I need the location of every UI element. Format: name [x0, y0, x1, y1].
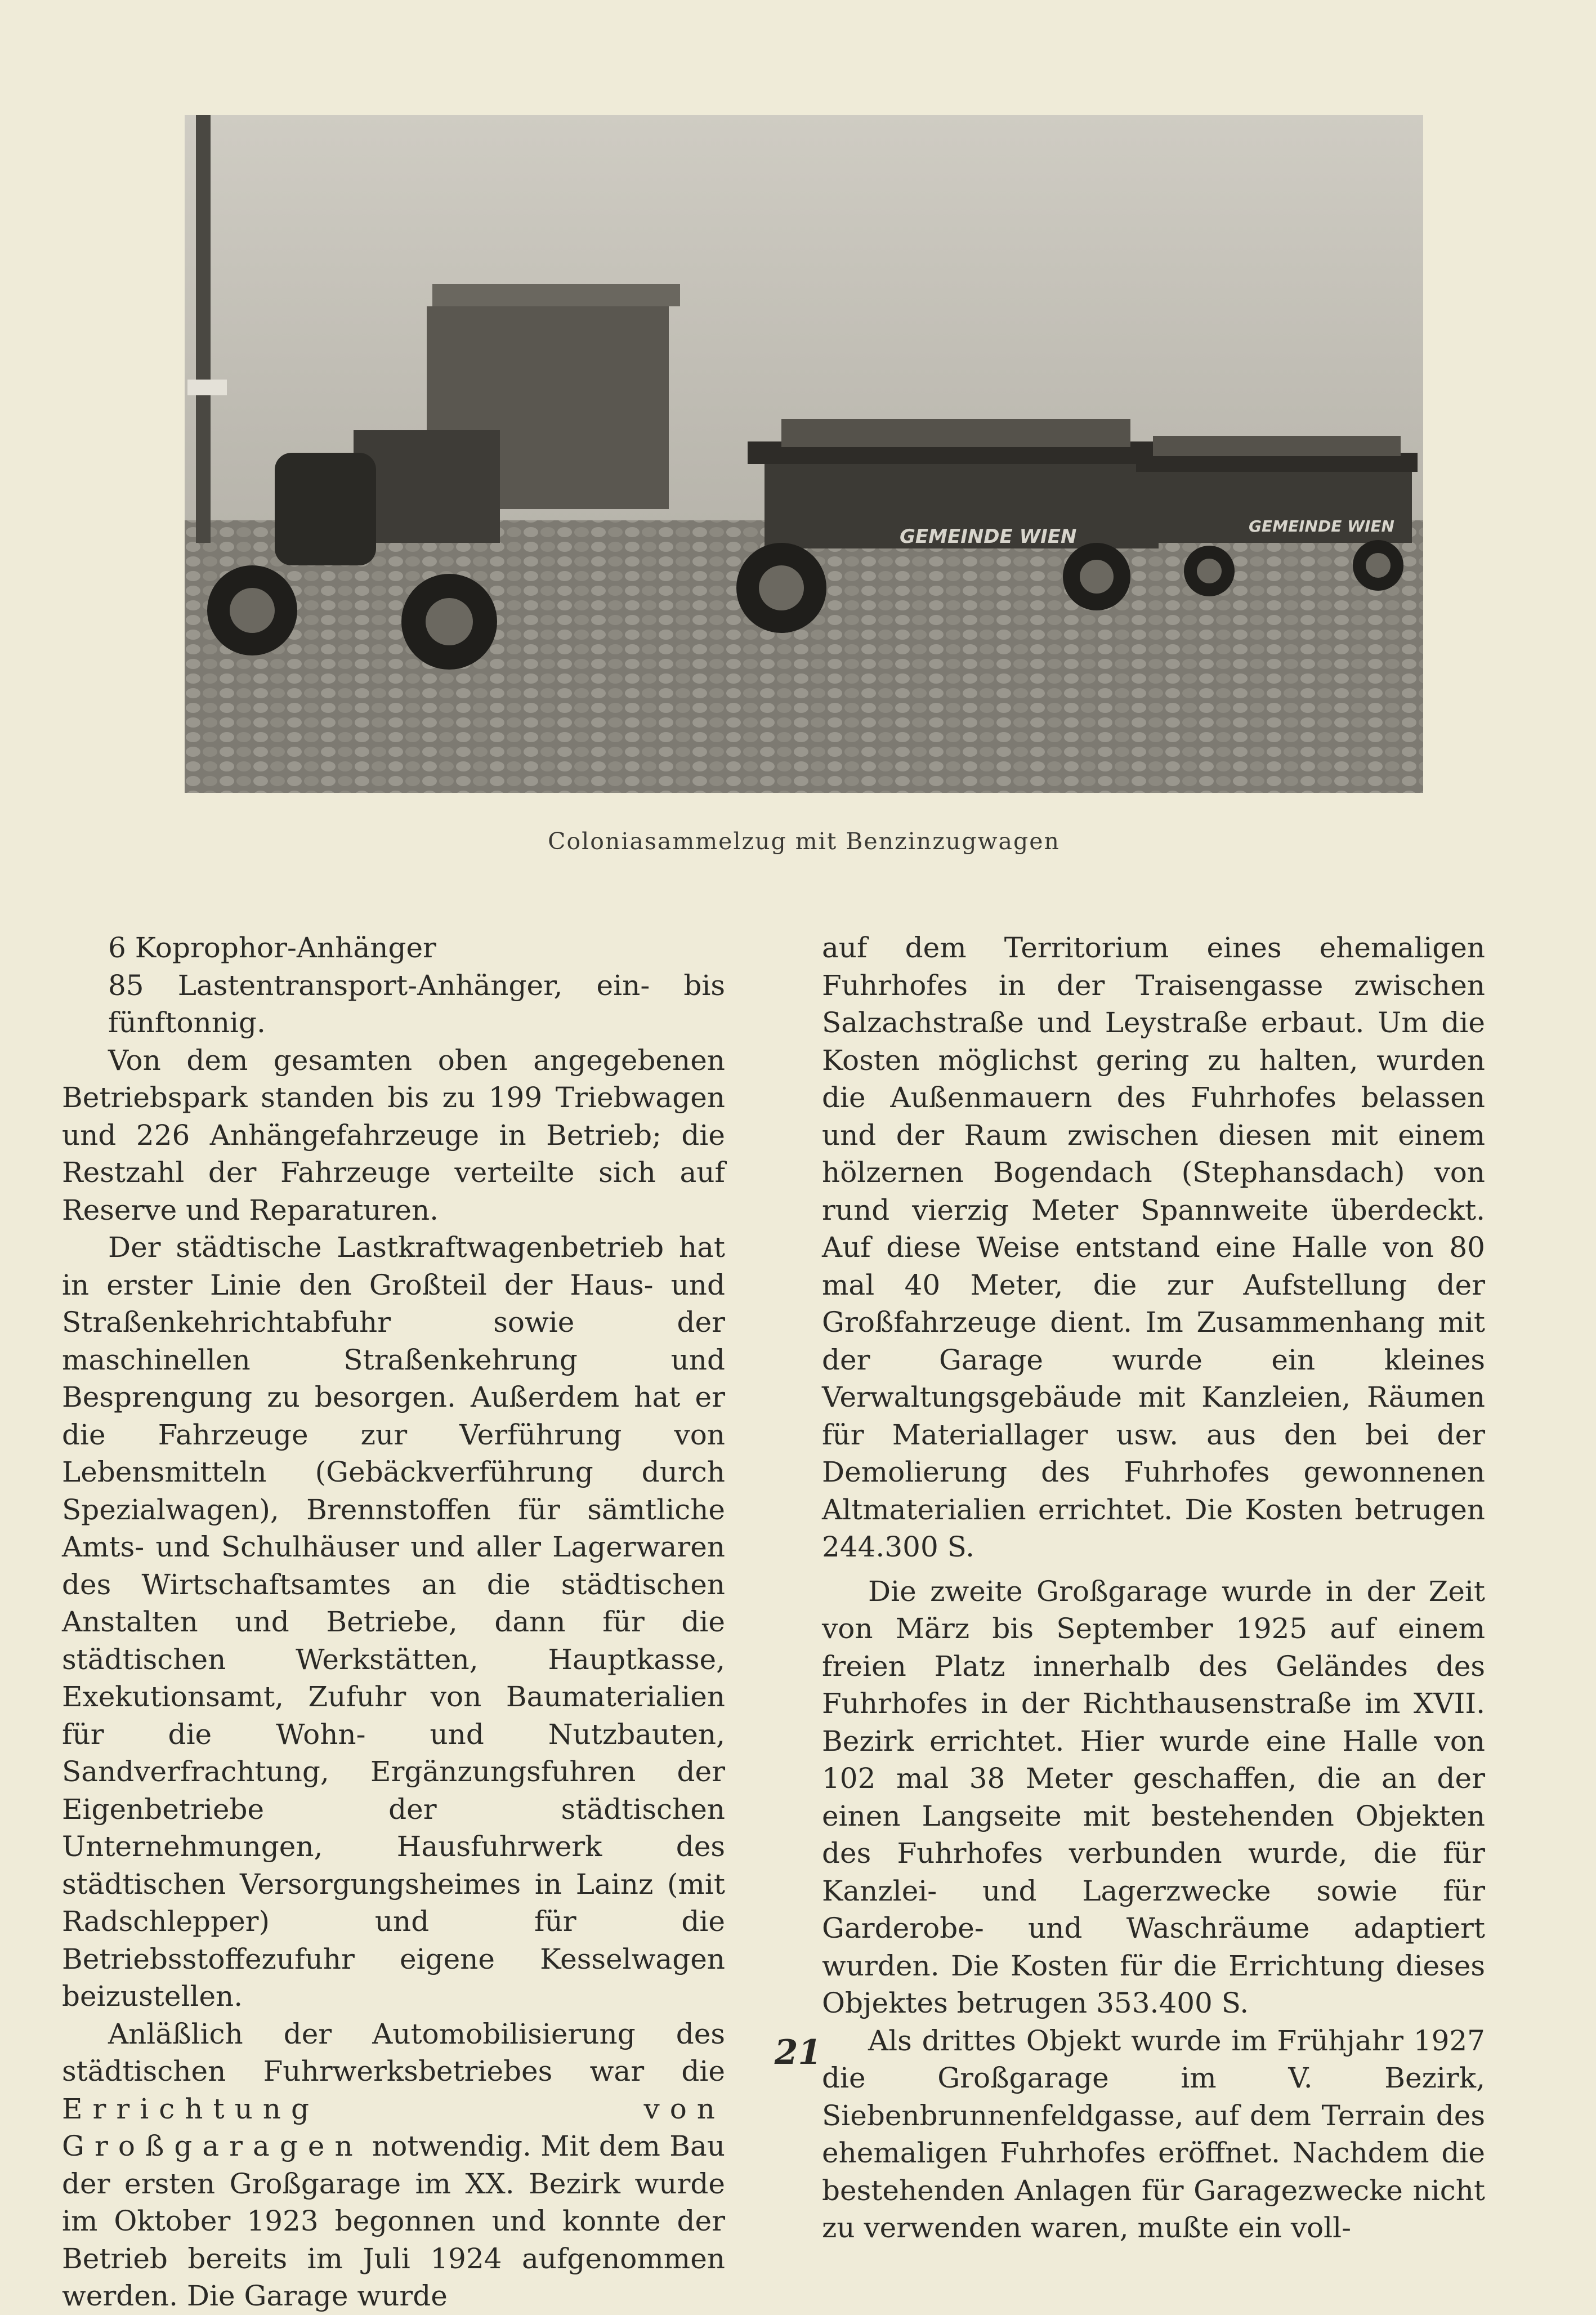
- truck-with-trailers-photo-icon: [185, 115, 1423, 793]
- page-number: 21: [774, 2033, 822, 2072]
- photo-caption: Coloniasammelzug mit Benzinzugwagen: [548, 828, 1060, 855]
- list-item: 6 Koprophor-Anhänger: [108, 931, 436, 964]
- paragraph: Als drittes Objekt wurde im Frühjahr 1927 die Großgarage im V. Bezirk, Siebenbrunnenfeldgasse, auf dem Terrain des ehemaligen Fuhrhofes eröffnet. Nachdem die bestehenden Anlagen für Garagezwecke nicht zu verwenden waren, mußte ein voll-: [822, 2024, 1485, 2244]
- paragraph: Von dem gesamten oben angegebenen Betriebspark standen bis zu 199 Triebwagen und 226 Anhängefahrzeuge in Betrieb; die Restzahl der Fahrzeuge verteilte sich auf Reserve und Reparaturen.: [62, 1043, 725, 1226]
- left-column: [62, 929, 725, 2315]
- paragraph: auf dem Territorium eines ehemaligen Fuhrhofes in der Traisengasse zwischen Salzachstraße und Leystraße erbaut. Um die Kosten möglichst gering zu halten, wurden die Außenmauern des Fuhrhofes belassen und der Raum zwischen diesen mit einem hölzernen Bogendach (Stephansdach) von rund vierzig Meter Spannweite überdeckt. Auf diese Weise entstand eine Halle von 80 mal 40 Meter, die zur Aufstellung der Großfahrzeuge dient. Im Zusammenhang mit der Garage wurde ein kleines Verwaltungsgebäude mit Kanzleien, Räumen für Materiallager usw. aus den bei der Demolierung des Fuhrhofes gewonnenen Altmaterialien errichtet. Die Kosten betrugen 244.300 S.: [822, 931, 1485, 1563]
- paragraph-text: Anläßlich der Automobilisierung des städtischen Fuhrwerksbetriebes war die: [62, 2017, 725, 2087]
- trailer-label-2: GEMEINDE WIEN: [1249, 517, 1394, 536]
- truck-photo: [185, 115, 1423, 793]
- paragraph: Die zweite Großgarage wurde in der Zeit von März bis September 1925 auf einem freien Platz innerhalb des Geländes des Fuhrhofes in der Richthausenstraße im XVII. Bezirk errichtet. Hier wurde eine Halle von 102 mal 38 Meter geschaffen, die an der einen Langseite mit bestehenden Objekten des Fuhrhofes verbunden wurde, die für Kanzlei- und Lagerzwecke sowie für Garderobe- und Waschräume adaptiert wurden. Die Kosten für die Errichtung dieses Objektes betrugen 353.400 S.: [822, 1574, 1485, 2019]
- trailer-label-1: GEMEINDE WIEN: [900, 525, 1077, 548]
- list-item: 85 Lastentransport-Anhänger, ein- bis fünftonnig.: [108, 969, 725, 1039]
- paragraph-text: notwendig. Mit dem Bau der ersten Großgarage im XX. Bezirk wurde im Oktober 1923 begonnen und konnte der Betrieb bereits im Juli 1924 aufgenommen werden. Die Garage wurde: [62, 2130, 725, 2312]
- emphasized-text: Errichtung von Großgaragen: [62, 2092, 725, 2162]
- paragraph: Der städtische Lastkraftwagenbetrieb hat in erster Linie den Großteil der Haus- und Straßenkehrichtabfuhr sowie der maschinellen Straßenkehrung und Besprengung zu besorgen. Außerdem hat er die Fahrzeuge zur Verführung von Lebensmitteln (Gebäckverführung durch Spezialwagen), Brennstoffen für sämtliche Amts- und Schulhäuser und aller Lagerwaren des Wirtschaftsamtes an die städtischen Anstalten und Betriebe, dann für die städtischen Werkstätten, Hauptkasse, Exekutionsamt, Zufuhr von Baumaterialien für die Wohn- und Nutzbauten, Sandverfrachtung, Ergänzungsfuhren der Eigenbetriebe der städtischen Unternehmungen, Hausfuhrwerk des städtischen Versorgungsheimes in Lainz (mit Radschlepper) und für die Betriebsstoffezufuhr eigene Kesselwagen beizustellen.: [62, 1231, 725, 2013]
